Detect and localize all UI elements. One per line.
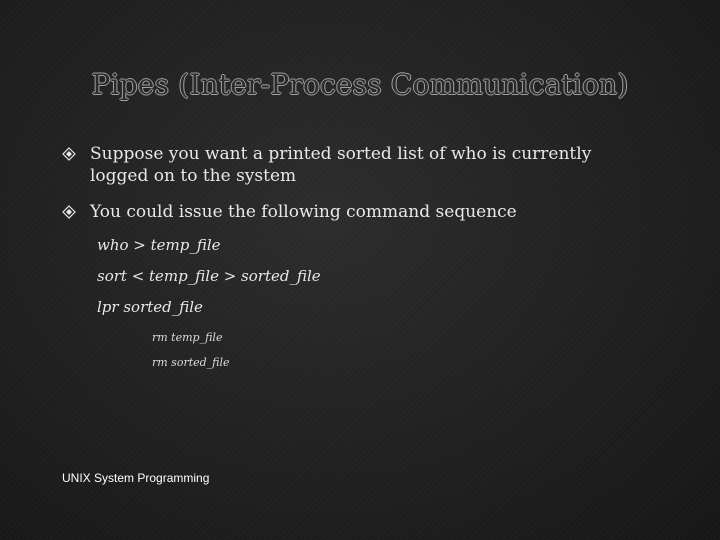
slide-footer: UNIX System Programming: [62, 471, 210, 485]
bullet-text: Suppose you want a printed sorted list of who is currently logged on to the system: [90, 144, 592, 186]
bullet-text: You could issue the following command sequence: [90, 202, 517, 222]
diamond-bullet-icon: [62, 147, 76, 161]
command-line: who > temp_file: [97, 236, 221, 254]
cleanup-command-line: rm temp_file: [152, 331, 223, 344]
cleanup-command-line: rm sorted_file: [152, 356, 230, 369]
bullet-item: [62, 201, 662, 223]
command-line: sort < temp_file > sorted_file: [97, 267, 321, 285]
slide-title: Pipes (Inter-Process Communication): [91, 68, 629, 101]
diamond-bullet-icon: [62, 205, 76, 219]
bullet-item: [62, 143, 662, 187]
command-line: lpr sorted_file: [97, 298, 203, 316]
